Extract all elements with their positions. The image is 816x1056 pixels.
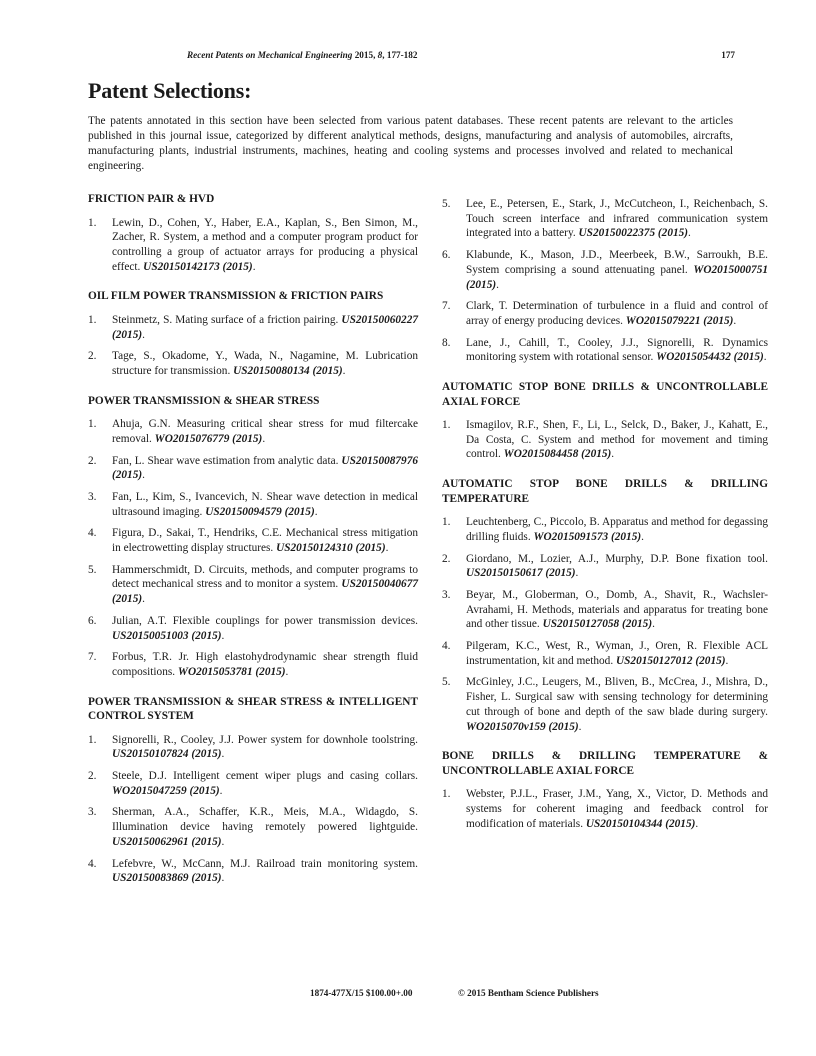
entry-period: . <box>221 872 225 885</box>
patent-entry <box>88 490 418 519</box>
patent-section <box>88 394 418 680</box>
entry-text <box>112 650 418 679</box>
patent-list <box>442 515 768 734</box>
patent-entry <box>88 733 418 762</box>
patent-entry <box>442 418 768 462</box>
entry-number: 1. <box>88 313 97 326</box>
patent-number: US20150080134 (2015) <box>233 364 343 377</box>
entry-text <box>112 563 418 607</box>
entry-description: Lee, E., Petersen, E., Stark, J., McCutcheon, I., Reichenbach, S. Touch screen interface and infrared communication system integrated into a battery. <box>466 198 768 240</box>
running-head <box>0 50 816 64</box>
entry-period: . <box>142 328 145 341</box>
entry-text <box>466 588 768 632</box>
patent-list <box>88 216 418 275</box>
entry-text <box>112 805 418 849</box>
entry-number: 3. <box>442 588 451 601</box>
entry-period: . <box>219 784 223 797</box>
entry-description: Hammerschmidt, D. Circuits, methods, and computer programs to detect mechanical stress and to monitor a system. <box>112 563 418 591</box>
entry-number: 1. <box>442 419 451 432</box>
entry-description: Steele, D.J. Intelligent cement wiper plugs and casing collars. <box>112 770 418 783</box>
entry-number: 1. <box>442 516 451 529</box>
entry-number: 4. <box>442 640 451 653</box>
entry-description: Signorelli, R., Cooley, J.J. Power system for downhole toolstring. <box>112 733 418 746</box>
entry-period: . <box>285 665 289 678</box>
patent-entry <box>88 614 418 643</box>
patent-list <box>442 418 768 462</box>
patent-number: WO2015000751 (2015) <box>466 263 768 291</box>
patent-entry <box>88 349 418 378</box>
entry-number: 2. <box>88 350 97 363</box>
page-number: 177 <box>721 50 735 60</box>
entry-period: . <box>652 618 655 631</box>
patent-number: US20150022375 (2015) <box>578 227 689 240</box>
entry-number: 3. <box>88 490 97 503</box>
patent-list <box>88 733 418 886</box>
entry-period: . <box>342 364 346 377</box>
patent-number: US20150150617 (2015) <box>466 567 576 580</box>
entry-period: . <box>733 314 737 327</box>
patent-number: WO2015079221 (2015) <box>625 314 734 327</box>
entry-number: 2. <box>442 552 451 565</box>
entry-number: 5. <box>442 198 451 210</box>
patent-section <box>442 749 768 831</box>
entry-number: 5. <box>88 563 97 576</box>
patent-entry <box>442 197 768 241</box>
entry-description: Sherman, A.A., Schaffer, K.R., Meis, M.A., Widagdo, S. Illumination device having remotely powered lightguide. <box>112 806 418 834</box>
patent-section <box>442 380 768 462</box>
entry-number: 1. <box>88 733 97 746</box>
entry-period: . <box>611 448 615 461</box>
patent-entry <box>88 216 418 275</box>
entry-number: 7. <box>442 300 451 313</box>
entry-period: . <box>252 260 256 273</box>
section-heading: BONE DRILLS & DRILLING TEMPERATURE & UNCONTROLLABLE AXIAL FORCE <box>442 750 768 777</box>
entry-text <box>466 248 768 292</box>
entry-text <box>466 336 768 365</box>
entry-number: 4. <box>88 527 97 540</box>
entry-description: McGinley, J.C., Leugers, M., Bliven, B., McCrea, J., Mishra, D., Fisher, L. Surgical saw with sensing technology for determining cut through of bone and depth of the saw blade during surgery. <box>466 676 768 718</box>
entry-number: 6. <box>442 249 451 262</box>
patent-entry <box>88 769 418 798</box>
patent-entry <box>442 299 768 328</box>
patent-entry <box>442 588 768 632</box>
entry-period: . <box>578 720 582 733</box>
entry-description: Lefebvre, W., McCann, M.J. Railroad train monitoring system. <box>112 857 418 870</box>
patent-section <box>88 289 418 378</box>
entry-period: . <box>221 748 225 761</box>
entry-period: . <box>688 227 691 240</box>
entry-description: Webster, P.J.L., Fraser, J.M., Yang, X., Victor, D. Methods and systems for coherent imaging and feedback control for modification of materials. <box>466 788 768 830</box>
patent-number: US20150094579 (2015) <box>205 505 315 518</box>
entry-description: Julian, A.T. Flexible couplings for power transmission devices. <box>112 614 418 627</box>
entry-period: . <box>575 567 579 580</box>
patent-number: WO2015070v159 (2015) <box>466 720 579 733</box>
entry-text <box>466 675 768 734</box>
entry-text <box>112 490 418 519</box>
entry-description: Ismagilov, R.F., Shen, F., Li, L., Selck, D., Baker, J., Kahatt, E., Da Costa, C. System and method for movement and timing control. <box>466 419 768 461</box>
patent-number: US20150127012 (2015) <box>615 654 726 667</box>
entry-period: . <box>142 469 145 482</box>
entry-description: Steinmetz, S. Mating surface of a friction pairing. <box>112 313 342 326</box>
entry-description: Figura, D., Sakai, T., Hendriks, C.E. Mechanical stress mitigation in electrowetting display structures. <box>112 527 418 555</box>
entry-description: Clark, T. Determination of turbulence in a fluid and control of array of energy producing devices. <box>466 300 768 327</box>
section-heading: OIL FILM POWER TRANSMISSION & FRICTION PAIRS <box>88 290 384 303</box>
patent-number: US20150087976 (2015) <box>112 454 418 482</box>
entry-number: 8. <box>442 336 451 349</box>
patent-list <box>442 197 768 365</box>
entry-number: 6. <box>88 614 97 627</box>
patent-entry <box>442 787 768 831</box>
patent-entry <box>88 454 418 483</box>
copyright: © 2015 Bentham Science Publishers <box>458 988 599 998</box>
entry-number: 1. <box>88 216 97 229</box>
section-heading: AUTOMATIC STOP BONE DRILLS & UNCONTROLLABLE AXIAL FORCE <box>442 381 768 408</box>
entry-description: Fan, L. Shear wave estimation from analytic data. <box>112 454 342 467</box>
patent-section <box>88 695 418 886</box>
entry-text <box>112 769 418 798</box>
patent-entry <box>88 805 418 849</box>
patent-number: US20150060227 (2015) <box>112 313 418 341</box>
entry-period: . <box>725 654 729 667</box>
entry-text <box>112 857 418 886</box>
entry-number: 1. <box>442 788 451 801</box>
entry-period: . <box>763 351 767 364</box>
entry-number: 3. <box>88 806 97 819</box>
entry-description: Beyar, M., Globerman, O., Domb, A., Shavit, R., Wachsler-Avrahami, H. Methods, materials and apparatus for treating bone and other tissue. <box>466 588 768 631</box>
patent-number: US20150051003 (2015) <box>112 629 222 642</box>
entry-number: 7. <box>88 651 97 664</box>
patent-number: US20150062961 (2015) <box>112 835 222 848</box>
patent-section <box>442 477 768 734</box>
entry-description: Lane, J., Cahill, T., Cooley, J.J., Signorelli, R. Dynamics monitoring system with rotational sensor. <box>466 336 768 364</box>
entry-text <box>112 526 418 555</box>
entry-description: Pilgeram, K.C., West, R., Wyman, J., Oren, R. Flexible ACL instrumentation, kit and method. <box>466 640 768 667</box>
patent-entry <box>88 417 418 446</box>
page-title: Patent Selections: <box>88 78 252 103</box>
entry-text <box>466 197 768 241</box>
patent-entry <box>442 515 768 544</box>
patent-entry <box>88 526 418 555</box>
section-heading: POWER TRANSMISSION & SHEAR STRESS <box>88 394 320 407</box>
patent-entry <box>442 639 768 668</box>
right-column <box>442 197 768 846</box>
patent-number: US20150142173 (2015) <box>143 260 253 273</box>
entry-period: . <box>695 817 699 830</box>
patent-number: WO2015054432 (2015) <box>656 351 764 364</box>
intro-paragraph: The patents annotated in this section have been selected from various patent databases. These recent patents are relevant to the articles published in this journal issue, categorized by different analytical methods, designs, manufacturing and analysis of automobiles, aircrafts, manufacturing plants, industrial instruments, machines, heating and cooling systems and processes involved and related to mechanical engineering. <box>88 115 733 173</box>
entry-description: Giordano, M., Lozier, A.J., Murphy, D.P. Bone fixation tool. <box>466 552 768 565</box>
entry-text <box>466 787 768 831</box>
entry-period: . <box>496 278 499 291</box>
entry-description: Fan, L., Kim, S., Ivancevich, N. Shear wave detection in medical ultrasound imaging. <box>112 490 418 518</box>
entry-text <box>466 515 768 544</box>
entry-description: Leuchtenberg, C., Piccolo, B. Apparatus and method for degassing drilling fluids. <box>466 516 768 543</box>
entry-description: Tage, S., Okadome, Y., Wada, N., Nagamine, M. Lubrication structure for transmission. <box>112 350 418 377</box>
left-column <box>88 192 418 901</box>
entry-description: Ahuja, G.N. Measuring critical shear stress for mud filtercake removal. <box>112 418 418 445</box>
entry-text <box>112 614 418 643</box>
journal-name: Recent Patents on Mechanical Engineering <box>187 50 353 60</box>
entry-period: . <box>142 593 145 606</box>
journal-volume: 8 <box>377 50 383 60</box>
entry-period: . <box>221 629 225 642</box>
entry-number: 1. <box>88 418 97 431</box>
patent-entry <box>442 552 768 581</box>
entry-text <box>466 552 768 581</box>
patent-number: WO2015076779 (2015) <box>154 432 263 445</box>
entry-number: 2. <box>88 454 97 467</box>
patent-list <box>88 313 418 379</box>
entry-text <box>112 733 418 762</box>
entry-period: . <box>641 530 644 543</box>
issn-price: 1874-477X/15 $100.00+.00 <box>310 988 413 998</box>
patent-entry <box>88 650 418 679</box>
entry-text <box>112 417 418 446</box>
patent-number: US20150083869 (2015) <box>112 872 222 885</box>
patent-number: US20150107824 (2015) <box>112 748 222 761</box>
entry-period: . <box>385 542 389 555</box>
entry-text <box>466 299 768 328</box>
entry-text <box>466 418 768 462</box>
patent-number: US20150127058 (2015) <box>542 618 653 631</box>
patent-entry <box>442 248 768 292</box>
patent-entry <box>88 857 418 886</box>
patent-number: US20150124310 (2015) <box>276 542 386 555</box>
entry-period: . <box>314 505 318 518</box>
patent-list <box>88 417 418 680</box>
section-heading: AUTOMATIC STOP BONE DRILLS & DRILLING TEMPERATURE <box>442 478 768 505</box>
patent-section <box>442 197 768 365</box>
entry-text <box>112 313 418 342</box>
patent-entry <box>88 563 418 607</box>
patent-list <box>442 787 768 831</box>
entry-text <box>112 349 418 378</box>
patent-number: WO2015084458 (2015) <box>503 448 612 461</box>
entry-text <box>112 454 418 483</box>
entry-period: . <box>221 835 225 848</box>
patent-number: WO2015053781 (2015) <box>177 665 286 678</box>
entry-text <box>112 216 418 275</box>
journal-citation: Recent Patents on Mechanical Engineering 2015, 8, 177-182 <box>187 50 418 60</box>
patent-number: US20150040677 (2015) <box>112 578 418 606</box>
entry-number: 2. <box>88 770 97 783</box>
entry-text <box>466 639 768 668</box>
entry-description: Forbus, T.R. Jr. High elastohydrodynamic shear strength fluid compositions. <box>112 651 418 678</box>
patent-entry <box>442 675 768 734</box>
patent-entry <box>88 313 418 342</box>
patent-section <box>88 192 418 274</box>
section-heading: FRICTION PAIR & HVD <box>88 193 215 205</box>
patent-number: WO2015047259 (2015) <box>112 784 220 797</box>
patent-entry <box>442 336 768 365</box>
section-heading: POWER TRANSMISSION & SHEAR STRESS & INTELLIGENT CONTROL SYSTEM <box>88 695 418 723</box>
entry-description: Klabunde, K., Mason, J.D., Meerbeek, B.W., Sarroukh, B.E. System comprising a sound attenuating panel. <box>466 249 768 276</box>
patent-number: WO2015091573 (2015) <box>533 530 642 543</box>
entry-period: . <box>262 432 266 445</box>
patent-number: US20150104344 (2015) <box>585 817 696 830</box>
entry-number: 5. <box>442 676 451 689</box>
entry-description: Lewin, D., Cohen, Y., Haber, E.A., Kaplan, S., Ben Simon, M., Zacher, R. System, a method and a computer program product for controlling a group of actuator arrays for producing a physical effect. <box>112 216 418 273</box>
entry-number: 4. <box>88 857 97 870</box>
